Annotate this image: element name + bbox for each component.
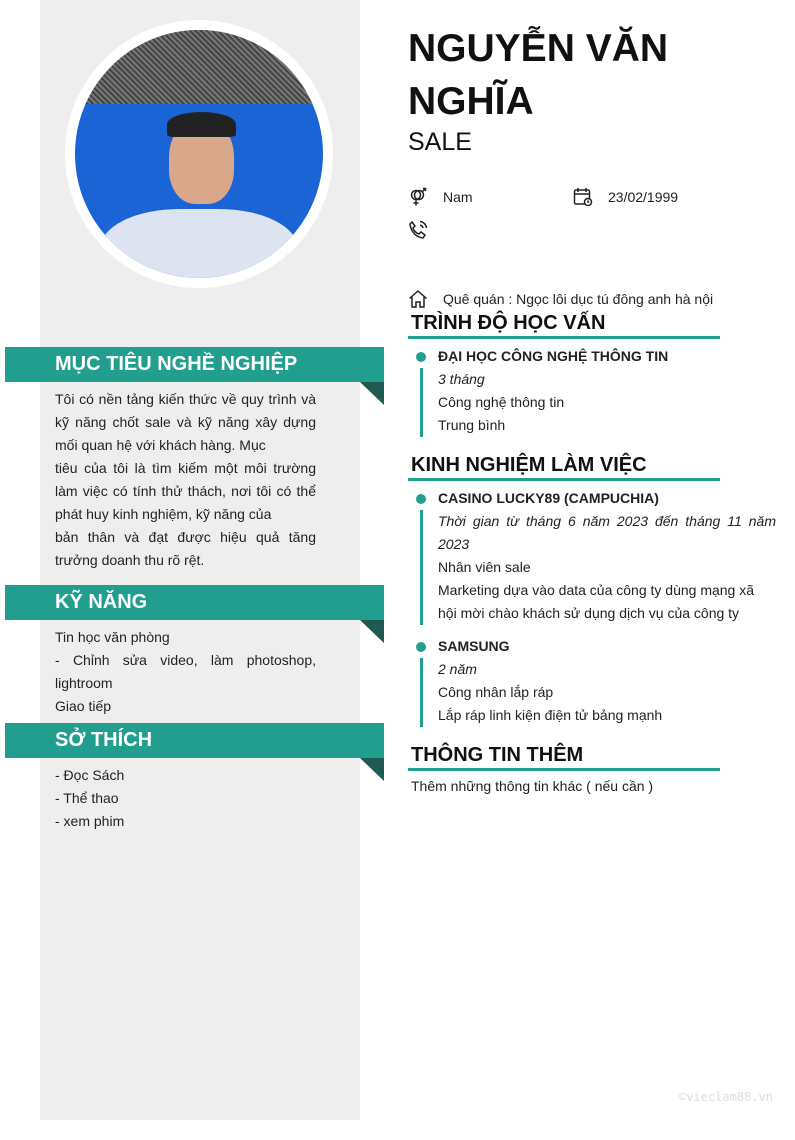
timeline-body (420, 658, 776, 727)
birthdate-row (573, 187, 678, 207)
experience-description: Marketing dựa vào data của công ty dùng mạng xã hội mời chào khách sử dụng dịch vụ của công ty (438, 582, 755, 621)
company-name: CASINO LUCKY89 (CAMPUCHIA) (438, 490, 659, 506)
skills-list (55, 626, 316, 718)
experience-position: Công nhân lắp ráp (438, 684, 554, 700)
calendar-icon (573, 187, 593, 207)
education-item (416, 345, 776, 437)
experience-position: Nhân viên sale (438, 559, 531, 575)
gender-value: Nam (443, 189, 473, 205)
skill-item: - Chỉnh sửa video, làm photoshop, lightroom (55, 652, 316, 691)
job-title: SALE (408, 128, 472, 156)
timeline-dot (416, 352, 426, 362)
experience-description: Lắp ráp linh kiện điện tử bảng mạnh (438, 707, 663, 723)
birthdate-value: 23/02/1999 (608, 189, 679, 205)
hobby-item: - xem phim (55, 813, 125, 829)
experience-item (416, 487, 776, 625)
skill-item: Giao tiếp (55, 698, 112, 714)
skill-item: Tin học văn phòng (55, 629, 170, 645)
gender-icon (408, 187, 428, 207)
objective-heading: MỤC TIÊU NGHỀ NGHIỆP (5, 347, 384, 382)
hobbies-heading: SỞ THÍCH (5, 723, 384, 758)
company-name: SAMSUNG (438, 638, 510, 654)
hobby-item: - Đọc Sách (55, 767, 125, 783)
timeline-body (420, 510, 776, 625)
ribbon-fold (360, 758, 384, 781)
home-icon (408, 289, 428, 309)
education-time: 3 tháng (438, 371, 485, 387)
experience-time: 2 năm (438, 661, 477, 677)
skills-heading: KỸ NĂNG (5, 585, 384, 620)
timeline-dot (416, 494, 426, 504)
phone-icon (408, 220, 428, 240)
school-name: ĐẠI HỌC CÔNG NGHỆ THÔNG TIN (438, 348, 669, 364)
objective-text (55, 388, 316, 572)
objective-paragraph: Tôi có nền tảng kiến thức về quy trình và kỹ năng chốt sale và kỹ năng xây dựng mối quan hệ với khách hàng. Mục (55, 391, 316, 453)
education-major: Công nghệ thông tin (438, 394, 565, 410)
additional-text: Thêm những thông tin khác ( nếu cần ) (411, 778, 654, 794)
education-heading: TRÌNH ĐỘ HỌC VẤN (408, 310, 720, 339)
timeline-body (420, 368, 776, 437)
additional-heading: THÔNG TIN THÊM (408, 742, 720, 771)
full-name: NGUYỄN VĂN NGHĨA (408, 27, 669, 123)
timeline-dot (416, 642, 426, 652)
gender-row (408, 187, 473, 207)
experience-item (416, 635, 776, 727)
ribbon-fold (360, 382, 384, 405)
hometown-value: Quê quán : Ngọc lôi dục tú đông anh hà nội (443, 291, 714, 307)
ribbon-fold (360, 620, 384, 643)
objective-paragraph: bản thân và đạt được hiệu quả tăng trưởng doanh thu rõ rệt. (55, 529, 316, 568)
avatar (65, 20, 333, 288)
hometown-row (408, 289, 713, 309)
phone-row (408, 220, 443, 240)
education-grade: Trung bình (438, 417, 506, 433)
watermark: ©vieclam88.vn (679, 1090, 773, 1104)
experience-time: Thời gian từ tháng 6 năm 2023 đến tháng 11 năm 2023 (438, 513, 776, 552)
experience-heading: KINH NGHIỆM LÀM VIỆC (408, 452, 720, 481)
hobby-item: - Thể thao (55, 790, 119, 806)
objective-paragraph: tiêu của tôi là tìm kiếm một môi trường làm việc có tính thử thách, nơi tôi có thể phát huy kinh nghiệm, kỹ năng của (55, 460, 316, 522)
hobbies-list (55, 764, 316, 833)
